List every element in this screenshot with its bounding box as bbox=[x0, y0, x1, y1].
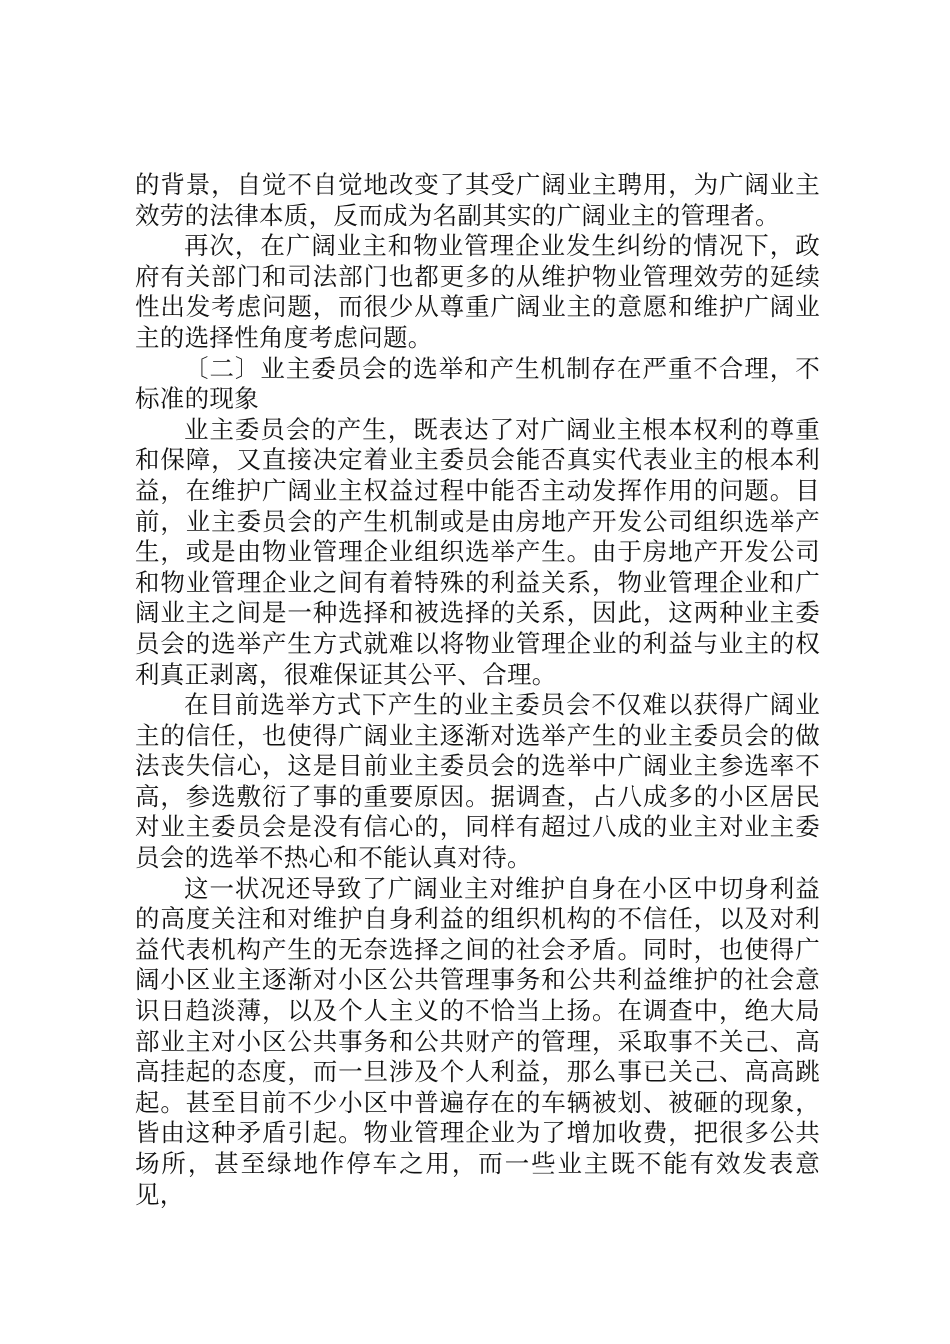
paragraph-social-contradiction: 这一状况还导致了广阔业主对维护自身在小区中切身利益的高度关注和对维护自身利益的组织机构的不信任，以及对利益代表机构产生的无奈选择之间的社会矛盾。同时，也使得广阔小区业主逐渐对小区公共管理事务和公共利益维护的社会意识日趋淡薄，以及个人主义的不恰当上扬。在调查中，绝大局部业主对小区公共事务和公共财产的管理，采取事不关己、高高挂起的态度，而一旦涉及个人利益，那么事已关己、高高跳起。甚至目前不少小区中普遍存在的车辆被划、被砸的现象，皆由这种矛盾引起。物业管理企业为了增加收费，把很多公共场所，甚至绿地作停车之用，而一些业主既不能有效发表意见， bbox=[135, 873, 820, 1209]
paragraph-government-disputes: 再次，在广阔业主和物业管理企业发生纠纷的情况下，政府有关部门和司法部门也都更多的从维护物业管理效劳的延续性出发考虑问题，而很少从尊重广阔业主的意愿和维护广阔业主的选择性角度考虑问题。 bbox=[135, 231, 820, 352]
paragraph-owner-trust: 在目前选举方式下产生的业主委员会不仅难以获得广阔业主的信任，也使得广阔业主逐渐对选举产生的业主委员会的做法丧失信心，这是目前业主委员会的选举中广阔业主参选率不高，参选敷衍了事的重要原因。据调查，占八成多的小区居民对业主委员会是没有信心的，同样有超过八成的业主对业主委员会的选举不热心和不能认真对待。 bbox=[135, 690, 820, 873]
document-body bbox=[135, 170, 820, 1210]
paragraph-continuation: 的背景，自觉不自觉地改变了其受广阔业主聘用，为广阔业主效劳的法律本质，反而成为名副其实的广阔业主的管理者。 bbox=[135, 170, 820, 230]
paragraph-committee-formation: 业主委员会的产生，既表达了对广阔业主根本权利的尊重和保障，又直接决定着业主委员会能否真实代表业主的根本利益，在维护广阔业主权益过程中能否主动发挥作用的问题。目前，业主委员会的产生机制或是由房地产开发公司组织选举产生，或是由物业管理企业组织选举产生。由于房地产开发公司和物业管理企业之间有着特殊的利益关系，物业管理企业和广阔业主之间是一种选择和被选择的关系，因此，这两种业主委员会的选举产生方式就难以将物业管理企业的利益与业主的权利真正剥离，很难保证其公平、合理。 bbox=[135, 414, 820, 689]
section-heading-election-mechanism: 〔二〕业主委员会的选举和产生机制存在严重不合理，不标准的现象 bbox=[135, 353, 820, 414]
